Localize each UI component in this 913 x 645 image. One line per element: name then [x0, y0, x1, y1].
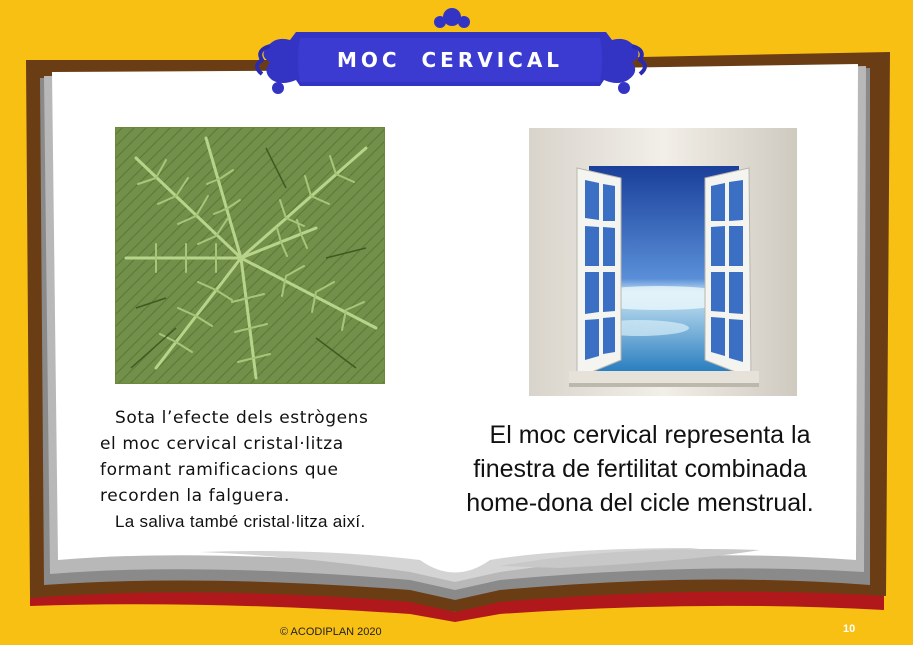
open-window-sea-image — [529, 128, 797, 396]
left-caption-line: el moc cervical cristal·litza — [100, 434, 344, 454]
fern-crystallization-image — [115, 127, 385, 384]
right-caption-line: home-dona del cicle menstrual. — [466, 489, 814, 517]
left-caption-line: La saliva també cristal·litza així. — [115, 512, 366, 531]
left-caption-line: recorden la falguera. — [100, 486, 291, 506]
right-caption — [445, 418, 835, 520]
page-title: MOC CERVICAL — [336, 48, 564, 72]
left-caption — [100, 405, 430, 535]
right-caption-line: El moc cervical representa la — [489, 421, 811, 449]
left-caption-line: formant ramificacions que — [100, 460, 339, 480]
right-caption-line: finestra de fertilitat combinada — [473, 455, 807, 483]
copyright-footer: © ACODIPLAN 2020 — [280, 626, 382, 638]
left-caption-line: Sota l’efecte dels estrògens — [115, 408, 369, 428]
page-number: 10 — [843, 623, 856, 635]
